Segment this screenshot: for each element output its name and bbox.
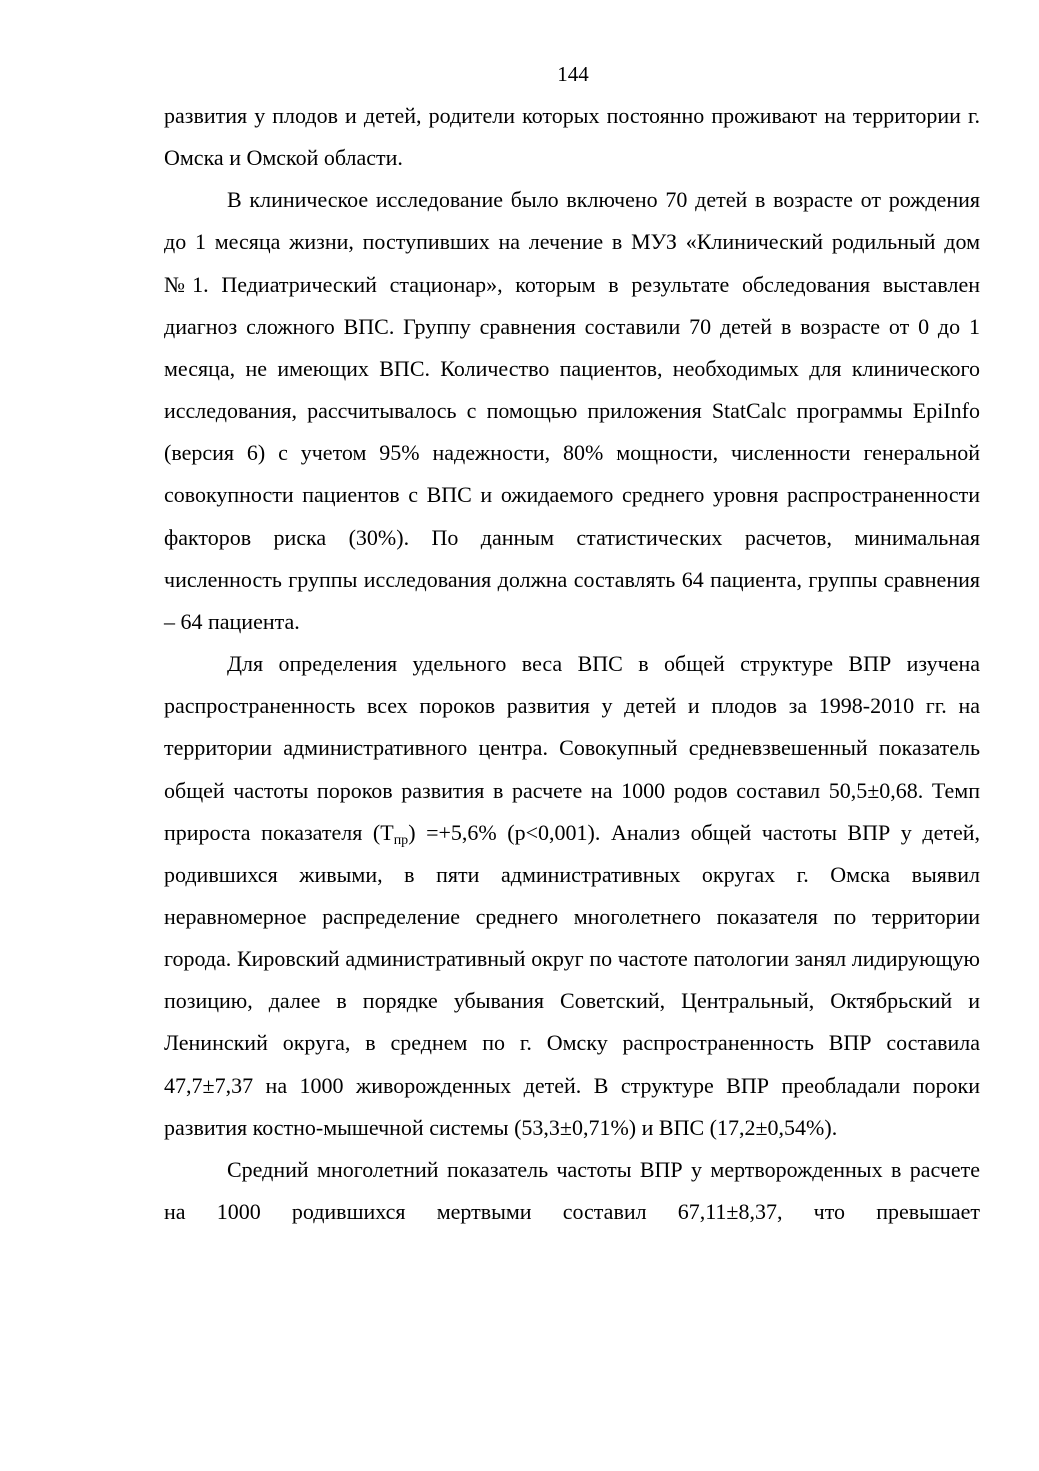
paragraph-continuation: развития у плодов и детей, родители которых постоянно проживают на территории г. Омска и Омской области.	[164, 103, 980, 171]
paragraph-stillborn: Средний многолетний показатель частоты ВПР у мертворожденных в расчете на 1000 родившихся мертвыми составил 67,11±8,37, что превышает	[164, 1156, 980, 1225]
paragraph-prevalence-part-2: ) =+5,6% (p<0,001). Анализ общей частоты ВПР у детей, родившихся живыми, в пяти административных округах г. Омска выявил неравномерное распределение среднего многолетнего показателя по территории города. Кировский административный округ по частоте патологии занял лидирующую позицию, далее в порядке убывания Советский, Центральный, Октябрьский и Ленинский округа, в среднем по г. Омску распространенность ВПР составила 47,7±7,37 на 1000 живорожденных детей. В структуре ВПР преобладали пороки развития костно-мышечной системы (53,3±0,71%) и ВПС (17,2±0,54%).	[164, 819, 980, 1140]
body-text	[164, 95, 980, 1233]
page-number: 144	[557, 62, 589, 86]
paragraph-prevalence	[164, 643, 980, 1149]
paragraph-prevalence-part-1: Для определения удельного веса ВПС в общей структуре ВПР изучена распространенность всех пороков развития у детей и плодов за 1998-2010 гг. на территории административного центра. Совокупный средневзвешенный показатель общей частоты пороков развития в расчете на 1000 родов составил 50,5±0,68. Темп прироста показателя (Т	[164, 651, 980, 845]
subscript-pr: пр	[393, 832, 409, 848]
paragraph-clinical-study: В клиническое исследование было включено 70 детей в возрасте от рождения до 1 месяца жизни, поступивших на лечение в МУЗ «Клинический родильный дом №1. Педиатрический стационар», которым в результате обследования выставлен диагноз сложного ВПС. Группу сравнения составили 70 детей в возрасте от 0 до 1 месяца, не имеющих ВПС. Количество пациентов, необходимых для клинического исследования, рассчитывалось с помощью приложения StatCalc программы EpiInfo (версия 6) с учетом 95% надежности, 80% мощности, численности генеральной совокупности пациентов с ВПС и ожидаемого среднего уровня распространенности факторов риска (30%). По данным статистических расчетов, минимальная численность группы исследования должна составлять 64 пациента, группы сравнения – 64 пациента.	[164, 187, 980, 634]
